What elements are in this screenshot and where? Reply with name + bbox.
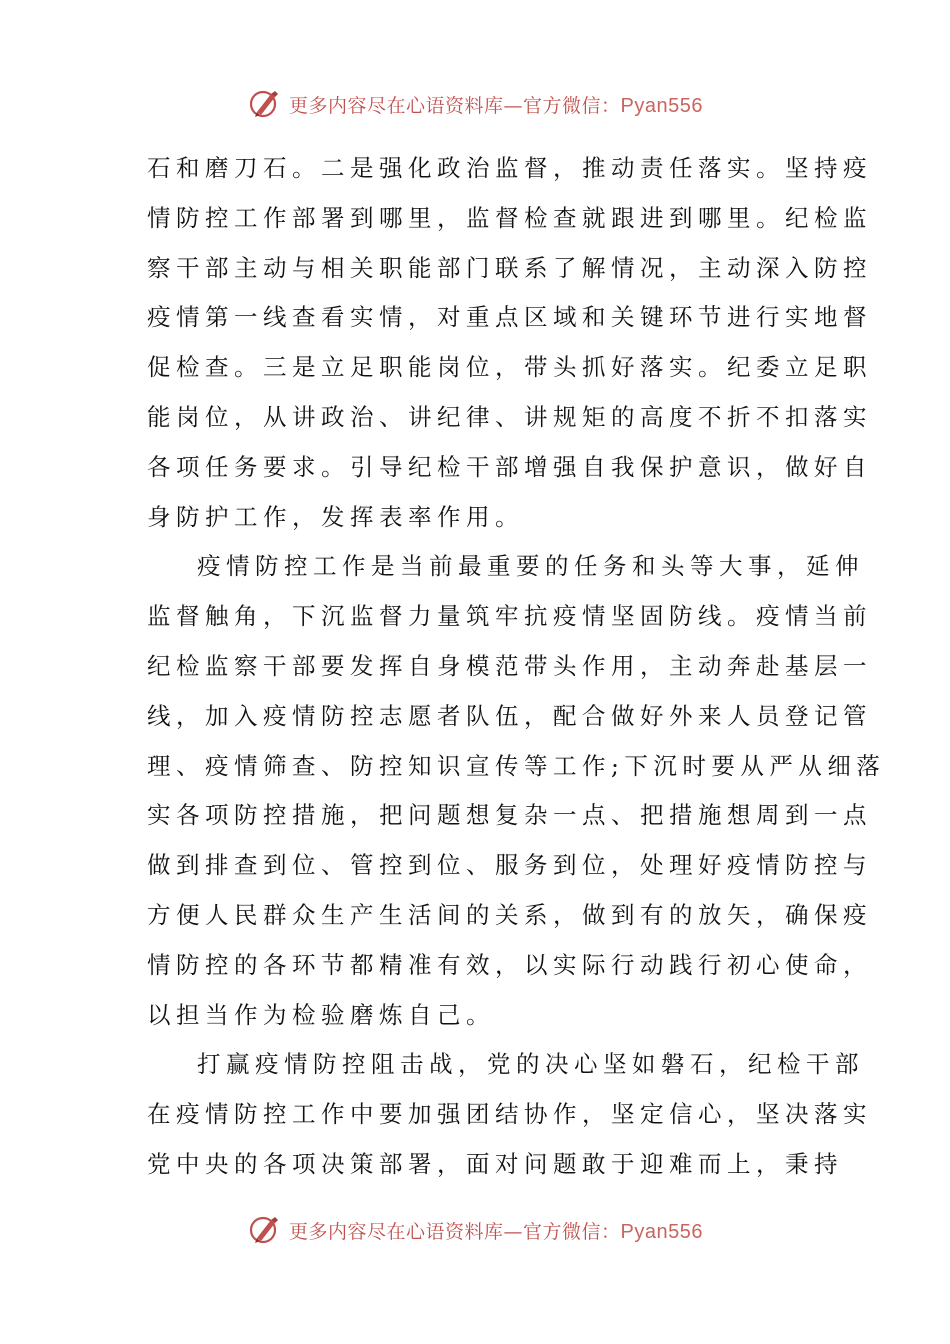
text-line: 情防控的各环节都精准有效，以实际行动践行初心使命， bbox=[147, 950, 872, 979]
text-line: 促检查。三是立足职能岗位，带头抓好落实。纪委立足职 bbox=[147, 353, 872, 382]
header-banner bbox=[0, 82, 950, 126]
text-line: 情防控工作部署到哪里，监督检查就跟进到哪里。纪检监 bbox=[147, 203, 872, 232]
text-line: 做到排查到位、管控到位、服务到位，处理好疫情防控与 bbox=[147, 851, 872, 880]
text-line: 打赢疫情防控阻击战，党的决心坚如磐石，纪检干部 bbox=[197, 1050, 864, 1079]
text-line: 疫情第一线查看实情，对重点区域和关键环节进行实地督 bbox=[147, 303, 872, 332]
pen-nib-logo-icon bbox=[247, 1212, 283, 1248]
text-line: 能岗位，从讲政治、讲纪律、讲规矩的高度不折不扣落实 bbox=[147, 402, 872, 431]
text-line: 身防护工作，发挥表率作用。 bbox=[147, 502, 524, 531]
pen-nib-logo-icon bbox=[247, 86, 283, 122]
header-banner-text: 更多内容尽在心语资料库—官方微信：Pyan556 bbox=[289, 94, 703, 117]
text-line: 方便人民群众生产生活间的关系，做到有的放矢，确保疫 bbox=[147, 900, 872, 929]
text-line: 党中央的各项决策部署，面对问题敢于迎难而上，秉持 bbox=[147, 1149, 843, 1178]
footer-banner bbox=[0, 1208, 950, 1252]
text-line: 各项任务要求。引导纪检干部增强自我保护意识，做好自 bbox=[147, 452, 872, 481]
text-line: 线，加入疫情防控志愿者队伍，配合做好外来人员登记管 bbox=[147, 701, 872, 730]
document-body bbox=[147, 144, 886, 1190]
text-line: 石和磨刀石。二是强化政治监督，推动责任落实。坚持疫 bbox=[147, 154, 872, 182]
text-line: 疫情防控工作是当前最重要的任务和头等大事，延伸 bbox=[197, 552, 864, 581]
text-line: 以担当作为检验磨炼自己。 bbox=[147, 1000, 495, 1029]
text-line: 监督触角，下沉监督力量筑牢抗疫情坚固防线。疫情当前 bbox=[147, 602, 872, 631]
footer-banner-text: 更多内容尽在心语资料库—官方微信：Pyan556 bbox=[289, 1220, 703, 1243]
text-line: 纪检监察干部要发挥自身模范带头作用，主动奔赴基层一 bbox=[147, 651, 872, 680]
text-line: 实各项防控措施，把问题想复杂一点、把措施想周到一点 bbox=[147, 801, 872, 830]
text-line: 在疫情防控工作中要加强团结协作，坚定信心，坚决落实 bbox=[147, 1100, 872, 1129]
text-line: 察干部主动与相关职能部门联系了解情况，主动深入防控 bbox=[147, 253, 872, 282]
text-line: 理、疫情筛查、防控知识宣传等工作;下沉时要从严从细落 bbox=[147, 751, 886, 780]
